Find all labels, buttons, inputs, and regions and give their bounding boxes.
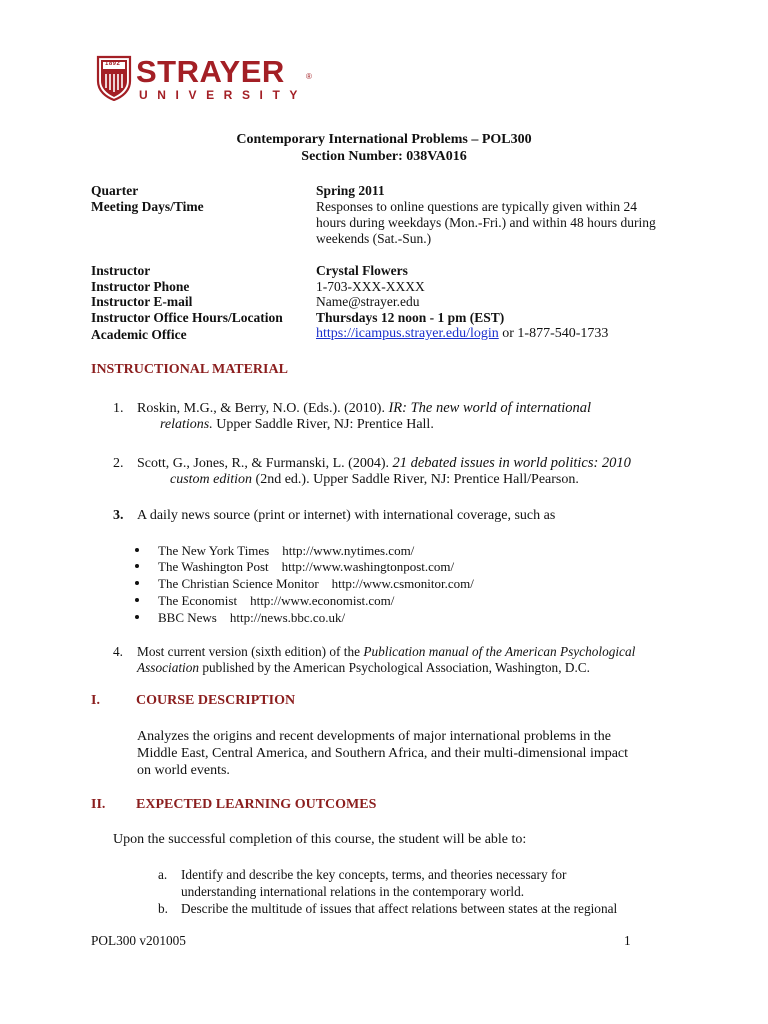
academic-office-phone: or 1-877-540-1733 [498, 326, 609, 341]
email-label: Instructor E-mail [91, 294, 193, 309]
meeting-value-1: Responses to online questions are typically given within 24 [316, 199, 637, 214]
material-2-line1: Scott, G., Jones, R., & Furmanski, L. (2004). 21 debated issues in world politics: 2010 [137, 455, 631, 471]
outcome-b-line1: Describe the multitude of issues that affect relations between states at the regional [181, 901, 618, 916]
material-1-number: 1. [113, 401, 124, 416]
section-number: Section Number: 038VA016 [301, 149, 467, 164]
news-source-url[interactable]: http://www.csmonitor.com/ [331, 576, 474, 591]
footer-page-number: 1 [624, 933, 631, 948]
logo-wordmark: STRAYER [136, 54, 285, 89]
academic-office-label: Academic Office [91, 327, 187, 342]
material-1-line1: Roskin, M.G., & Berry, N.O. (Eds.). (2010). IR: The new world of international [137, 400, 592, 416]
instructor-value: Crystal Flowers [316, 263, 408, 278]
logo-registered-mark: ® [306, 72, 312, 81]
news-source-url[interactable]: http://www.nytimes.com/ [282, 543, 415, 558]
material-3-text: A daily news source (print or internet) with international coverage, such as [137, 508, 556, 523]
material-4-number: 4. [113, 644, 123, 659]
material-1-line2: relations. Upper Saddle River, NJ: Prentice Hall. [160, 417, 434, 432]
material-2-line2: custom edition (2nd ed.). Upper Saddle River, NJ: Prentice Hall/Pearson. [170, 472, 579, 487]
quarter-label: Quarter [91, 183, 139, 198]
strayer-logo [96, 55, 316, 105]
course-description-line3: on world events. [137, 763, 230, 778]
material-4-line2: Association published by the American Psychological Association, Washington, D.C. [137, 660, 590, 675]
outcomes-intro: Upon the successful completion of this course, the student will be able to: [113, 832, 527, 847]
outcome-a-line2: understanding international relations in the contemporary world. [181, 884, 525, 899]
outcome-a-label: a. [158, 867, 168, 882]
office-hours-value: Thursdays 12 noon - 1 pm (EST) [316, 310, 505, 325]
phone-label: Instructor Phone [91, 279, 190, 294]
outcome-b-label: b. [158, 901, 168, 916]
logo-subtitle: UNIVERSITY [139, 88, 308, 102]
news-source-url[interactable]: http://www.economist.com/ [250, 593, 395, 608]
course-description-line2: Middle East, Central America, and Southern Africa, and their multi-dimensional impact [137, 746, 629, 761]
academic-office-value [316, 326, 608, 342]
instructional-material-heading: INSTRUCTIONAL MATERIAL [91, 362, 288, 377]
course-description-line1: Analyzes the origins and recent developments of major international problems in the [137, 729, 611, 744]
news-source-url[interactable]: http://www.washingtonpost.com/ [281, 559, 455, 574]
material-4-line1: Most current version (sixth edition) of the Publication manual of the American Psychological [137, 644, 636, 659]
logo-year: 1892 [105, 61, 121, 67]
icampus-link[interactable]: https://icampus.strayer.edu/login [316, 326, 499, 341]
quarter-value: Spring 2011 [316, 183, 385, 198]
course-description-heading: COURSE DESCRIPTION [136, 693, 296, 708]
email-value: Name@strayer.edu [316, 294, 420, 309]
material-3-number: 3. [113, 508, 124, 523]
outcome-a-line1: Identify and describe the key concepts, terms, and theories necessary for [181, 867, 567, 882]
meeting-label: Meeting Days/Time [91, 199, 204, 214]
course-description-number: I. [91, 693, 100, 708]
phone-value: 1-703-XXX-XXXX [316, 279, 425, 294]
meeting-value-3: weekends (Sat.-Sun.) [316, 231, 432, 246]
news-source-url[interactable]: http://news.bbc.co.uk/ [229, 610, 346, 625]
outcomes-number: II. [91, 797, 106, 812]
meeting-value-2: hours during weekdays (Mon.-Fri.) and within 48 hours during [316, 215, 656, 230]
footer-course-code: POL300 v201005 [91, 933, 186, 948]
office-hours-label: Instructor Office Hours/Location [91, 310, 283, 325]
material-2-number: 2. [113, 456, 124, 471]
instructor-label: Instructor [91, 263, 151, 278]
course-title: Contemporary International Problems – POL300 [236, 132, 532, 147]
outcomes-heading: EXPECTED LEARNING OUTCOMES [136, 797, 377, 812]
